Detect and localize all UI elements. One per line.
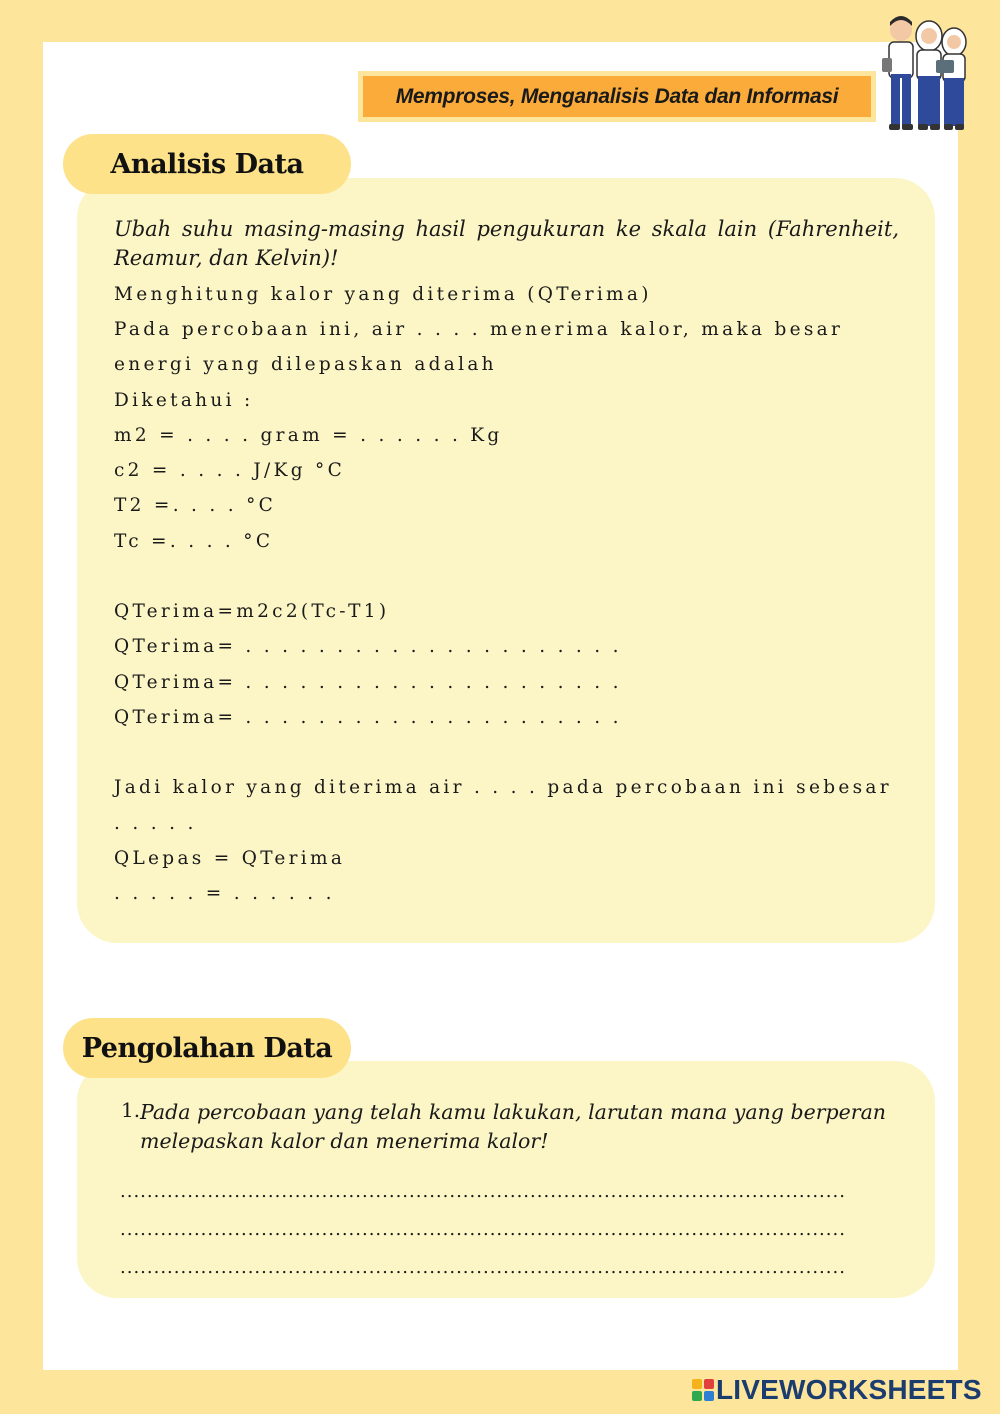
calc-line: . . . . . = . . . . . . (114, 883, 335, 904)
calc-line: QTerima= . . . . . . . . . . . . . . . . . . . . . (114, 707, 622, 728)
pengolahan-title: Pengolahan Data (63, 1018, 351, 1078)
calc-line: QTerima= . . . . . . . . . . . . . . . . . . . . . (114, 672, 622, 693)
question-text: Pada percobaan yang telah kamu lakukan, larutan mana yang berperan melepaskan kalor dan menerima kalor! (140, 1100, 886, 1153)
calc-line: energi yang dilepaskan adalah (114, 354, 497, 375)
answer-line[interactable]: ............................................................................................................ (120, 1257, 846, 1278)
banner-text: Memproses, Menganalisis Data dan Informasi (363, 76, 871, 117)
calc-line: T2 =. . . . °C (114, 495, 277, 516)
logo-blocks-icon (692, 1379, 714, 1401)
calc-line: Jadi kalor yang diterima air . . . . pada percobaan ini sebesar (114, 777, 892, 798)
question-number: 1. (121, 1098, 141, 1122)
calc-line: Diketahui : (114, 390, 254, 411)
calc-line: QTerima=m2c2(Tc-T1) (114, 601, 390, 622)
calc-line: Menghitung kalor yang diterima (QTerima) (114, 284, 652, 305)
calc-line: QLepas = QTerima (114, 848, 346, 869)
calc-line: m2 = . . . . gram = . . . . . . Kg (114, 425, 503, 446)
analisis-title: Analisis Data (63, 134, 351, 194)
section-banner (358, 71, 876, 122)
students-illustration-icon (874, 12, 972, 136)
calc-line: c2 = . . . . J/Kg °C (114, 460, 346, 481)
calc-line: . . . . . (114, 813, 197, 834)
liveworksheets-logo[interactable] (692, 1374, 982, 1406)
calc-line: Tc =. . . . °C (114, 531, 274, 552)
logo-text: LIVEWORKSHEETS (716, 1374, 982, 1405)
analisis-instruction: Ubah suhu masing-masing hasil pengukuran ke skala lain (Fahrenheit, Reamur, dan Kelvin)! (114, 217, 899, 270)
calc-line: Pada percobaan ini, air . . . . menerima kalor, maka besar (114, 319, 844, 340)
calc-line: QTerima= . . . . . . . . . . . . . . . . . . . . . (114, 636, 622, 657)
answer-line[interactable]: ............................................................................................................ (120, 1181, 846, 1202)
answer-line[interactable]: ............................................................................................................ (120, 1219, 846, 1240)
